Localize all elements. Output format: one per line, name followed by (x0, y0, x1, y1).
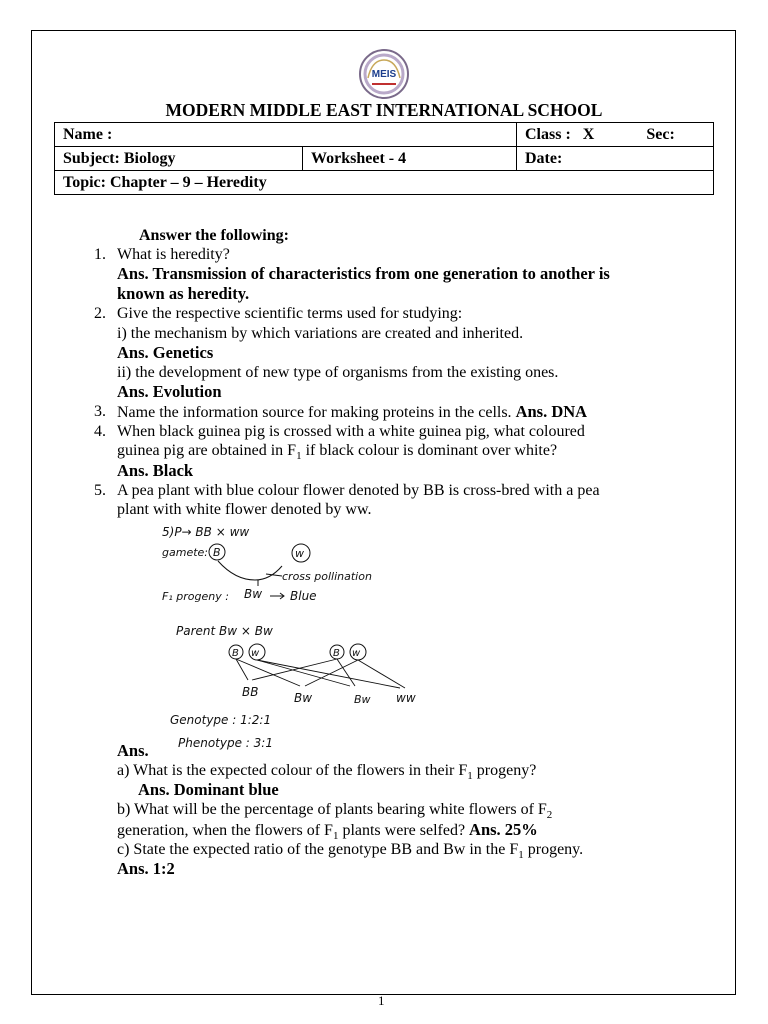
cross-diagram (160, 518, 470, 760)
q5c-answer: Ans. 1:2 (117, 859, 175, 878)
diagram-gamete-label: gamete: (162, 546, 208, 559)
diagram-g3: B (333, 648, 340, 659)
topic-cell (55, 171, 714, 195)
subject-label: Subject: Biology (63, 149, 176, 167)
q5c-question: c) State the expected ratio of the genotype BB and Bw in the $F_1$ progeny. (117, 841, 584, 862)
q2-answer1: Ans. Genetics (117, 343, 214, 362)
diagram-o4: ww (396, 691, 416, 705)
diagram-g4: w (352, 648, 361, 659)
diagram-gamete-b: B (213, 546, 221, 559)
diagram-g1: B (232, 648, 239, 659)
q3-answer: Ans. DNA (515, 402, 588, 421)
diagram-cross-pollination: cross pollination (282, 570, 372, 583)
q5-ans-label: Ans. (117, 741, 149, 760)
q2-number: 2. (94, 305, 106, 322)
diagram-gamete-w: w (295, 547, 304, 560)
diagram-o3: Bw (354, 693, 371, 706)
q5b-question-line2: generation, when the flowers of $F_1$ plants were selfed? Ans. 25% (117, 820, 538, 843)
q4-question-line2: guinea pig are obtained in $F_1$ if black colour is dominant over white? (117, 442, 558, 463)
date-cell (517, 147, 714, 171)
sec-label: Sec: (646, 125, 675, 143)
q1-answer-line2: known as heredity. (117, 284, 250, 303)
q2-part2: ii) the development of new type of organisms from the existing ones. (117, 364, 559, 381)
school-name: MODERN MIDDLE EAST INTERNATIONAL SCHOOL (165, 100, 603, 120)
q1-number: 1. (94, 246, 106, 263)
diagram-parents: 5)P→ BB × ww (162, 525, 250, 539)
diagram-f1-genotype: Bw (244, 587, 263, 601)
q5-number: 5. (94, 482, 106, 499)
instructions: Answer the following: (139, 227, 289, 244)
q2-answer2: Ans. Evolution (117, 382, 222, 401)
subject-cell (55, 147, 303, 171)
page-number: 1 (378, 993, 385, 1008)
name-cell (55, 123, 517, 147)
q5a-question: a) What is the expected colour of the flowers in their $F_1$ progeny? (117, 762, 537, 783)
diagram-o1: BB (242, 685, 259, 699)
q4-number: 4. (94, 423, 106, 440)
gamete-merge-line (218, 561, 282, 580)
diagram-parent-line: Parent Bw × Bw (176, 624, 273, 638)
school-logo (358, 48, 410, 100)
diagram-f1-phenotype: Blue (290, 589, 317, 603)
q3-question: Name the information source for making proteins in the cells. (117, 404, 512, 421)
q3-line (117, 402, 587, 423)
name-label: Name : (63, 125, 113, 143)
q4-answer: Ans. Black (117, 461, 194, 480)
q2-part1: i) the mechanism by which variations are created and inherited. (117, 325, 524, 342)
cross-lines (236, 659, 405, 688)
q5b-question-line1: b) What will be the percentage of plants bearing white flowers of $F_2$ (117, 801, 553, 822)
q5-question-line2: plant with white flower denoted by ww. (117, 501, 372, 518)
date-label: Date: (525, 149, 563, 167)
topic-label: Topic: Chapter – 9 – Heredity (63, 173, 267, 191)
q5a-answer: Ans. Dominant blue (138, 780, 279, 799)
q5-question-line1: A pea plant with blue colour flower denoted by BB is cross-bred with a pea (117, 482, 600, 499)
diagram-g2: w (251, 648, 260, 659)
diagram-genotype: Genotype : 1:2:1 (170, 713, 272, 727)
diagram-o2: Bw (294, 691, 313, 705)
diagram-phenotype: Phenotype : 3:1 (178, 736, 273, 750)
worksheet-label: Worksheet - 4 (311, 149, 407, 167)
logo-text: MEIS (371, 69, 397, 80)
class-label: Class : (525, 125, 571, 143)
class-value: X (582, 125, 595, 143)
q1-question: What is heredity? (117, 246, 230, 263)
q4-question-line1: When black guinea pig is crossed with a white guinea pig, what coloured (117, 423, 585, 440)
worksheet-cell (303, 147, 517, 171)
q3-number: 3. (94, 403, 106, 420)
header-table (54, 122, 714, 195)
q5b-answer: Ans. 25% (469, 820, 538, 839)
q1-answer-line1: Ans. Transmission of characteristics from one generation to another is (117, 264, 610, 283)
diagram-f1-label: F₁ progeny : (162, 590, 229, 603)
q2-question: Give the respective scientific terms used for studying: (117, 305, 463, 322)
class-cell (517, 123, 714, 147)
